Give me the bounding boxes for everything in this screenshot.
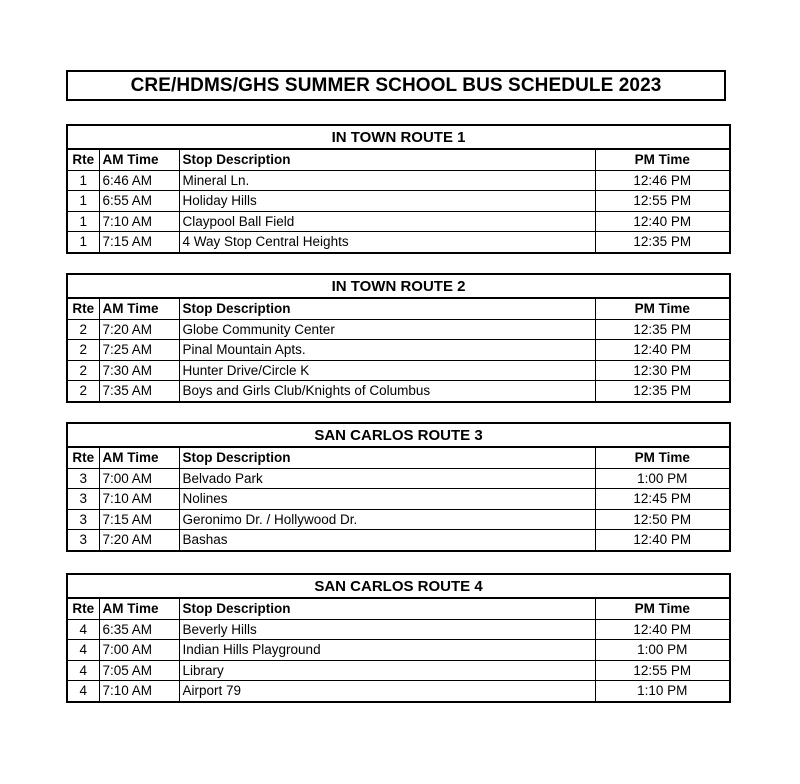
pm-time-cell: 12:40 PM [595, 211, 730, 232]
rte-cell: 2 [67, 340, 99, 361]
pm-time-cell: 12:46 PM [595, 170, 730, 191]
header-row [67, 447, 730, 468]
route-title: IN TOWN ROUTE 2 [67, 274, 730, 298]
rte-cell: 4 [67, 619, 99, 640]
am-time-cell: 7:15 AM [99, 232, 179, 253]
table-row [67, 381, 730, 402]
pm-time-header: PM Time [595, 598, 730, 619]
am-time-cell: 7:00 AM [99, 468, 179, 489]
stop-cell: Beverly Hills [179, 619, 595, 640]
table-row [67, 211, 730, 232]
am-time-header: AM Time [99, 298, 179, 319]
rte-cell: 4 [67, 660, 99, 681]
stop-description-header: Stop Description [179, 447, 595, 468]
rte-cell: 2 [67, 381, 99, 402]
pm-time-cell: 1:00 PM [595, 468, 730, 489]
header-row [67, 149, 730, 170]
am-time-cell: 7:15 AM [99, 509, 179, 530]
am-time-cell: 7:20 AM [99, 319, 179, 340]
pm-time-header: PM Time [595, 298, 730, 319]
stop-cell: Library [179, 660, 595, 681]
rte-cell: 1 [67, 211, 99, 232]
pm-time-cell: 12:40 PM [595, 340, 730, 361]
pm-time-cell: 12:50 PM [595, 509, 730, 530]
table-row [67, 660, 730, 681]
table-row [67, 232, 730, 253]
table-row [67, 170, 730, 191]
stop-description-header: Stop Description [179, 598, 595, 619]
stop-cell: Claypool Ball Field [179, 211, 595, 232]
pm-time-cell: 12:30 PM [595, 360, 730, 381]
stop-cell: Nolines [179, 489, 595, 510]
stop-cell: Bashas [179, 530, 595, 551]
am-time-cell: 6:55 AM [99, 191, 179, 212]
table-row [67, 681, 730, 702]
pm-time-cell: 12:40 PM [595, 530, 730, 551]
am-time-cell: 7:25 AM [99, 340, 179, 361]
rte-header: Rte [67, 598, 99, 619]
rte-cell: 4 [67, 640, 99, 661]
pm-time-cell: 1:10 PM [595, 681, 730, 702]
table-row [67, 619, 730, 640]
rte-header: Rte [67, 298, 99, 319]
pm-time-cell: 1:00 PM [595, 640, 730, 661]
rte-cell: 1 [67, 170, 99, 191]
pm-time-header: PM Time [595, 447, 730, 468]
rte-cell: 2 [67, 360, 99, 381]
am-time-cell: 7:35 AM [99, 381, 179, 402]
route-table [66, 573, 731, 703]
route-title: IN TOWN ROUTE 1 [67, 125, 730, 149]
stop-description-header: Stop Description [179, 149, 595, 170]
rte-cell: 1 [67, 191, 99, 212]
am-time-cell: 7:10 AM [99, 211, 179, 232]
route-title: SAN CARLOS ROUTE 3 [67, 423, 730, 447]
route-table [66, 273, 731, 403]
am-time-cell: 6:35 AM [99, 619, 179, 640]
table-row [67, 509, 730, 530]
stop-cell: Belvado Park [179, 468, 595, 489]
pm-time-cell: 12:35 PM [595, 381, 730, 402]
stop-cell: Geronimo Dr. / Hollywood Dr. [179, 509, 595, 530]
stop-cell: Holiday Hills [179, 191, 595, 212]
rte-header: Rte [67, 447, 99, 468]
rte-cell: 3 [67, 489, 99, 510]
stop-cell: Boys and Girls Club/Knights of Columbus [179, 381, 595, 402]
am-time-cell: 7:00 AM [99, 640, 179, 661]
table-row [67, 468, 730, 489]
stop-cell: Globe Community Center [179, 319, 595, 340]
pm-time-cell: 12:55 PM [595, 191, 730, 212]
stop-cell: Mineral Ln. [179, 170, 595, 191]
pm-time-header: PM Time [595, 149, 730, 170]
stop-cell: Pinal Mountain Apts. [179, 340, 595, 361]
am-time-cell: 7:10 AM [99, 681, 179, 702]
table-row [67, 360, 730, 381]
stop-cell: Indian Hills Playground [179, 640, 595, 661]
rte-cell: 3 [67, 468, 99, 489]
am-time-cell: 6:46 AM [99, 170, 179, 191]
am-time-cell: 7:10 AM [99, 489, 179, 510]
am-time-header: AM Time [99, 447, 179, 468]
page-title: CRE/HDMS/GHS SUMMER SCHOOL BUS SCHEDULE 2023 [66, 70, 726, 101]
pm-time-cell: 12:45 PM [595, 489, 730, 510]
header-row [67, 298, 730, 319]
table-row [67, 530, 730, 551]
route-table [66, 422, 731, 552]
table-row [67, 340, 730, 361]
table-row [67, 640, 730, 661]
am-time-header: AM Time [99, 598, 179, 619]
pm-time-cell: 12:35 PM [595, 232, 730, 253]
rte-cell: 4 [67, 681, 99, 702]
am-time-cell: 7:20 AM [99, 530, 179, 551]
stop-description-header: Stop Description [179, 298, 595, 319]
rte-cell: 2 [67, 319, 99, 340]
stop-cell: Hunter Drive/Circle K [179, 360, 595, 381]
pm-time-cell: 12:55 PM [595, 660, 730, 681]
rte-cell: 3 [67, 509, 99, 530]
rte-cell: 1 [67, 232, 99, 253]
rte-cell: 3 [67, 530, 99, 551]
table-row [67, 319, 730, 340]
pm-time-cell: 12:40 PM [595, 619, 730, 640]
stop-cell: 4 Way Stop Central Heights [179, 232, 595, 253]
header-row [67, 598, 730, 619]
route-table [66, 124, 731, 254]
am-time-cell: 7:05 AM [99, 660, 179, 681]
am-time-header: AM Time [99, 149, 179, 170]
table-row [67, 489, 730, 510]
route-title: SAN CARLOS ROUTE 4 [67, 574, 730, 598]
pm-time-cell: 12:35 PM [595, 319, 730, 340]
stop-cell: Airport 79 [179, 681, 595, 702]
am-time-cell: 7:30 AM [99, 360, 179, 381]
table-row [67, 191, 730, 212]
rte-header: Rte [67, 149, 99, 170]
